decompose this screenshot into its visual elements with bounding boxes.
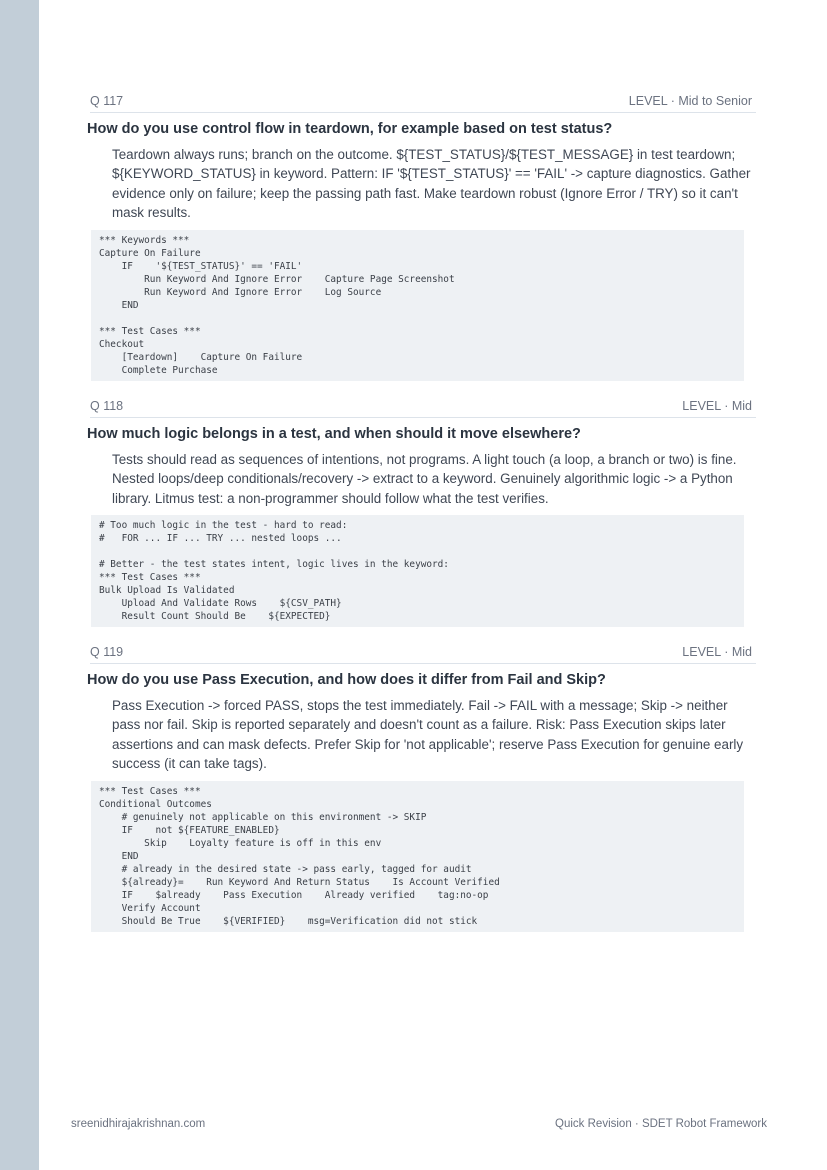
level-label: LEVEL · Mid	[682, 645, 752, 659]
question-block-117	[87, 94, 756, 381]
answer-text: Pass Execution -> forced PASS, stops the test immediately. Fail -> FAIL with a message; Skip -> neither pass nor fail. Skip is reported separately and doesn't count as a failure. Risk: Pass Execution skips later assertions and can mask defects. Prefer Skip for 'not applicable'; reserve Pass Execution for genuine early success (it can take tags).	[112, 698, 744, 772]
question-title: How do you use Pass Execution, and how does it differ from Fail and Skip?	[87, 672, 606, 688]
question-number: Q 117	[90, 94, 124, 108]
code-block: # Too much logic in the test - hard to read: # FOR ... IF ... TRY ... nested loops ... # Better - the test states intent, logic lives in the keyword: *** Test Cases *** Bulk Upload Is Validated Upload And Validate Rows ${CSV_PATH} Result Count Should Be ${EXPECTED}	[91, 515, 744, 627]
question-block-118	[87, 399, 756, 627]
code-block: *** Keywords *** Capture On Failure IF '${TEST_STATUS}' == 'FAIL' Run Keyword And Ignore Error Capture Page Screenshot Run Keyword And Ignore Error Log Source END *** Test Cases *** Checkout [Teardown] Capture On Failure Complete Purchase	[91, 230, 744, 381]
question-number: Q 118	[90, 399, 124, 413]
question-title: How much logic belongs in a test, and when should it move elsewhere?	[87, 426, 581, 442]
question-header	[90, 645, 756, 664]
footer-doc-title: Quick Revision · SDET Robot Framework	[555, 1118, 767, 1130]
question-header	[90, 399, 756, 418]
question-block-119	[87, 645, 756, 932]
code-block: *** Test Cases *** Conditional Outcomes # genuinely not applicable on this environment -> SKIP IF not ${FEATURE_ENABLED} Skip Loyalty feature is off in this env END # already in the desired state -> pass early, tagged for audit ${already}= Run Keyword And Return Status Is Account Verified IF $already Pass Execution Already verified tag:no-op Verify Account Should Be True ${VERIFIED} msg=Verification did not stick	[91, 781, 744, 932]
level-label: LEVEL · Mid	[682, 399, 752, 413]
answer-text: Tests should read as sequences of intentions, not programs. A light touch (a loop, a branch or two) is fine. Nested loops/deep conditionals/recovery -> extract to a keyword. Genuinely algorithmic logic -> a Python library. Litmus test: a non-programmer should follow what the test verifies.	[112, 452, 737, 506]
answer-text: Teardown always runs; branch on the outcome. ${TEST_STATUS}/${TEST_MESSAGE} in test teardown; ${KEYWORD_STATUS} in keyword. Pattern: IF '${TEST_STATUS}' == 'FAIL' -> capture diagnostics. Gather evidence only on failure; keep the passing path fast. Make teardown robust (Ignore Error / TRY) so it can't mask results.	[112, 147, 751, 221]
question-header	[90, 94, 756, 113]
question-number: Q 119	[90, 645, 124, 659]
side-accent-bar	[0, 0, 39, 1170]
footer-site-link: sreenidhirajakrishnan.com	[71, 1118, 206, 1130]
question-title: How do you use control flow in teardown, for example based on test status?	[87, 121, 613, 137]
level-label: LEVEL · Mid to Senior	[628, 94, 752, 108]
